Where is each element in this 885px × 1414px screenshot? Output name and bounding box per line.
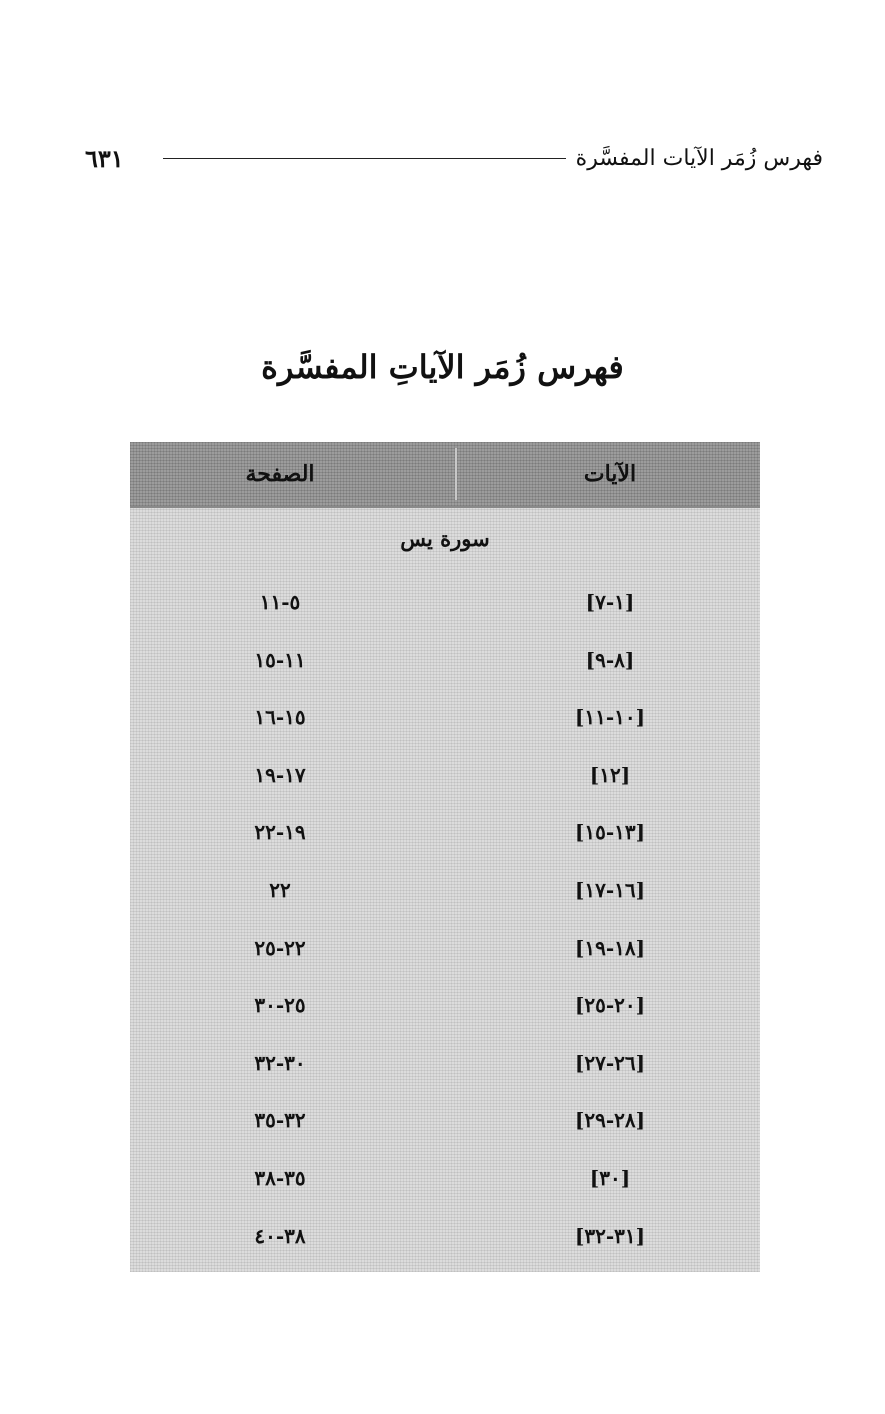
table-row bbox=[130, 977, 760, 1035]
table-row bbox=[130, 1035, 760, 1093]
table-row bbox=[130, 1208, 760, 1266]
page-cell: ١١-١٥ bbox=[254, 647, 306, 672]
page-cell: ٣٠-٣٢ bbox=[254, 1050, 306, 1075]
verses-cell: [٣٠] bbox=[589, 1165, 631, 1190]
table-row bbox=[130, 1092, 760, 1150]
table-header bbox=[130, 442, 760, 508]
page-number: ٦٣١ bbox=[85, 143, 124, 173]
page-title: فهرس زُمَر الآياتِ المفسَّرة bbox=[261, 348, 624, 386]
table-row bbox=[130, 862, 760, 920]
verses-cell: [١٠-١١] bbox=[574, 705, 646, 730]
page-cell: ٢٢-٢٥ bbox=[254, 935, 306, 960]
page-cell: ١٧-١٩ bbox=[254, 762, 306, 787]
page-cell: ٢٥-٣٠ bbox=[254, 993, 306, 1018]
page-cell: ١٩-٢٢ bbox=[254, 820, 306, 845]
verses-cell: [٢٠-٢٥] bbox=[574, 993, 646, 1018]
verses-cell: [٨-٩] bbox=[585, 647, 635, 672]
page-cell: ٣٥-٣٨ bbox=[254, 1165, 306, 1190]
column-header-verses: الآيات bbox=[583, 461, 637, 487]
verses-cell: [٣١-٣٢] bbox=[574, 1223, 646, 1248]
column-header-page: الصفحة bbox=[245, 461, 315, 487]
table-row bbox=[130, 574, 760, 632]
table-row bbox=[130, 747, 760, 805]
section-title: سورة يس bbox=[400, 526, 490, 551]
page-cell: ١٥-١٦ bbox=[254, 705, 306, 730]
header-rule bbox=[163, 158, 566, 159]
table-row bbox=[130, 632, 760, 690]
table-row bbox=[130, 920, 760, 978]
verses-cell: [١-٧] bbox=[585, 590, 635, 614]
table-rows bbox=[130, 574, 760, 1265]
page-cell: ٣٢-٣٥ bbox=[254, 1108, 306, 1133]
table-row bbox=[130, 804, 760, 862]
running-header bbox=[85, 138, 823, 178]
page-cell: ٢٢ bbox=[269, 877, 291, 902]
verses-cell: [١٨-١٩] bbox=[574, 935, 646, 960]
index-table bbox=[130, 442, 760, 1272]
running-title: فهرس زُمَر الآيات المفسَّرة bbox=[575, 145, 823, 171]
verses-cell: [٢٦-٢٧] bbox=[574, 1050, 646, 1075]
page-cell: ٣٨-٤٠ bbox=[254, 1223, 306, 1248]
table-row bbox=[130, 689, 760, 747]
header-divider bbox=[455, 448, 457, 500]
verses-cell: [٢٨-٢٩] bbox=[574, 1108, 646, 1133]
page-cell: ٥-١١ bbox=[259, 590, 301, 614]
table-row bbox=[130, 1150, 760, 1208]
verses-cell: [١٦-١٧] bbox=[574, 877, 646, 902]
verses-cell: [١٢] bbox=[589, 762, 631, 787]
verses-cell: [١٣-١٥] bbox=[574, 820, 646, 845]
